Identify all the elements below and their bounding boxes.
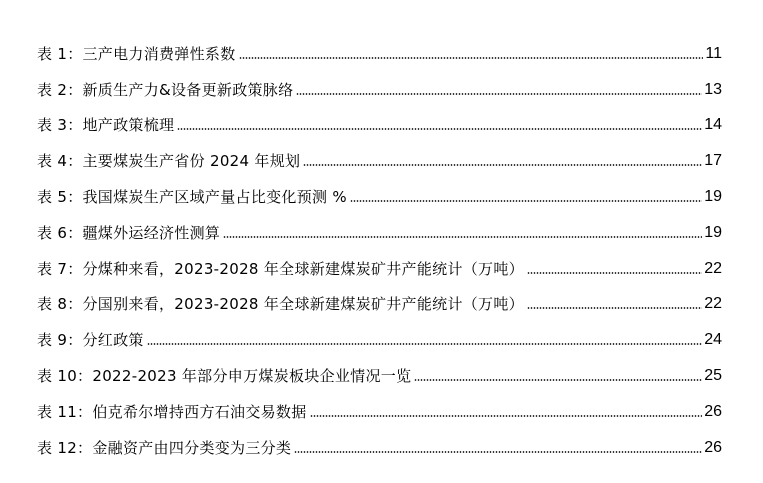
toc-leader-dots (414, 379, 702, 381)
toc-entry-title: 表 11：伯克希尔增持西方石油交易数据 (37, 402, 307, 421)
toc-entry-title: 表 4：主要煤炭生产省份 2024 年规划 (37, 152, 301, 171)
toc-entry-4[interactable] (37, 134, 722, 170)
toc-entry-3[interactable] (37, 99, 722, 135)
toc-entry-12[interactable] (37, 421, 722, 457)
toc-entry-8[interactable] (37, 278, 722, 314)
toc-leader-dots (527, 272, 702, 274)
toc-entry-10[interactable] (37, 349, 722, 385)
toc-entry-title: 表 7：分煤种来看，2023-2028 年全球新建煤炭矿井产能统计（万吨） (37, 259, 524, 278)
toc-leader-dots (303, 164, 702, 166)
toc-entry-page: 11 (705, 44, 722, 62)
toc-entry-page: 26 (704, 438, 722, 456)
toc-entry-title: 表 2：新质生产力&设备更新政策脉络 (37, 80, 294, 99)
toc-leader-dots (147, 343, 702, 345)
toc-entry-title: 表 6：疆煤外运经济性测算 (37, 223, 221, 242)
toc-entry-title: 表 5：我国煤炭生产区域产量占比变化预测 % (37, 187, 347, 206)
toc-entry-1[interactable] (37, 27, 722, 63)
toc-entry-6[interactable] (37, 206, 722, 242)
toc-leader-dots (177, 128, 702, 130)
toc-entry-page: 25 (704, 366, 722, 384)
toc-entry-page: 24 (704, 331, 722, 349)
toc-entry-5[interactable] (37, 170, 722, 206)
toc-entry-9[interactable] (37, 313, 722, 349)
toc-leader-dots (527, 307, 702, 309)
toc-entry-page: 17 (704, 152, 722, 170)
toc-leader-dots (239, 57, 704, 59)
toc-entry-title: 表 10：2022-2023 年部分申万煤炭板块企业情况一览 (37, 366, 412, 385)
toc-entry-page: 14 (704, 116, 722, 134)
toc-entry-title: 表 9：分红政策 (37, 331, 144, 350)
toc-entry-title: 表 12：金融资产由四分类变为三分类 (37, 438, 292, 457)
toc-entry-11[interactable] (37, 385, 722, 421)
table-of-tables (37, 27, 722, 457)
toc-entry-page: 22 (704, 295, 722, 313)
toc-leader-dots (294, 451, 702, 453)
toc-leader-dots (223, 236, 702, 238)
toc-entry-title: 表 3：地产政策梳理 (37, 116, 175, 135)
toc-entry-7[interactable] (37, 242, 722, 278)
toc-entry-page: 19 (704, 187, 722, 205)
toc-leader-dots (310, 415, 703, 417)
toc-entry-page: 13 (704, 80, 722, 98)
toc-entry-page: 22 (704, 259, 722, 277)
toc-entry-page: 19 (704, 223, 722, 241)
toc-leader-dots (296, 93, 702, 95)
toc-entry-2[interactable] (37, 63, 722, 99)
toc-leader-dots (350, 200, 702, 202)
toc-entry-title: 表 1：三产电力消费弹性系数 (37, 44, 236, 63)
toc-entry-title: 表 8：分国别来看，2023-2028 年全球新建煤炭矿井产能统计（万吨） (37, 295, 524, 314)
toc-entry-page: 26 (704, 402, 722, 420)
